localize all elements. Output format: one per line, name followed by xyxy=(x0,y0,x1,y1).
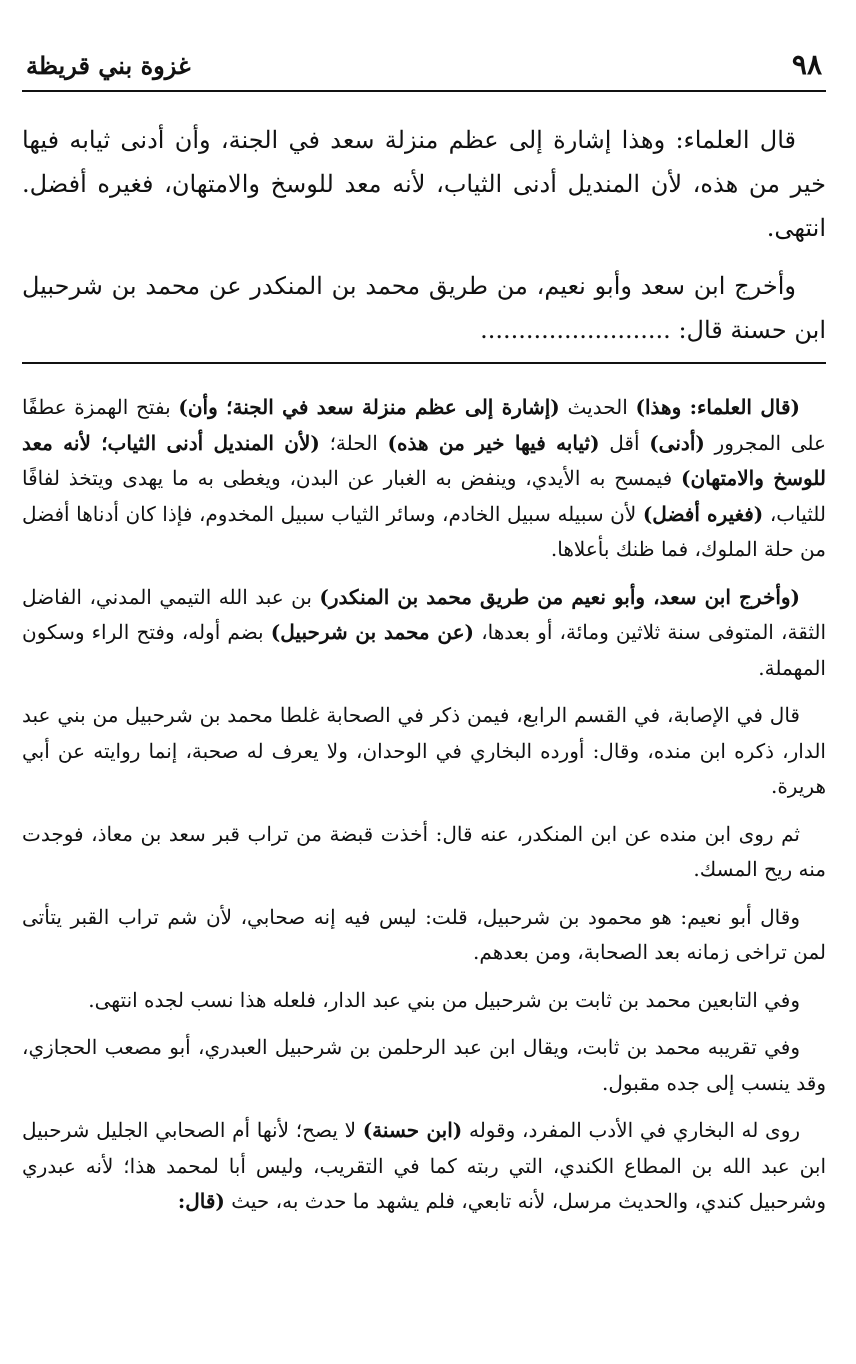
commentary-text: بفتح الهمزة عطفًا على المجرور xyxy=(22,395,826,455)
commentary-paragraph xyxy=(22,390,826,568)
commentary-text: الحلة؛ xyxy=(319,430,388,455)
commentary-text: الحديث xyxy=(559,395,636,419)
quoted-text: (وأخرج ابن سعد، وأبو نعيم من طريق محمد بن المنكدر) xyxy=(319,584,800,609)
ellipsis-dots: ......................... xyxy=(480,316,671,344)
commentary-text: بضم أوله، وفتح الراء وسكون المهملة. xyxy=(22,620,826,680)
running-title: غزوة بني قريظة xyxy=(26,51,191,80)
commentary-paragraph: وفي التابعين محمد بن ثابت بن شرحبيل من بني عبد الدار، فلعله هذا نسب لجده انتهى. xyxy=(88,987,800,1012)
page-number: ٩٨ xyxy=(791,48,822,81)
commentary-paragraph xyxy=(22,1113,826,1220)
quoted-text: (قال العلماء: وهذا) xyxy=(635,395,800,419)
commentary-text: روى له البخاري في الأدب المفرد، وقوله xyxy=(462,1118,801,1142)
commentary xyxy=(22,390,826,1232)
quoted-text: (ثيابه فيها خير من هذه) xyxy=(387,430,600,455)
commentary-paragraph: وقال أبو نعيم: هو محمود بن شرحبيل، قلت: ليس فيه إنه صحابي، لأن شم تراب القبر يتأتى لمن تراخى زمانه بعد الصحابة، ومن بعدهم. xyxy=(22,904,826,964)
main-paragraph xyxy=(22,264,826,352)
commentary-text: لا يصح؛ لأنها أم الصحابي الجليل شرحبيل ابن عبد الله بن المطاع الكندي، التي ربته كما في التقريب، وليس أبا لمحمد هذا؛ لأنه عبدري وشرحبيل كندي، والحديث مرسل، لأنه تابعي، فلم يشهد ما حدث به، حيث xyxy=(22,1118,826,1213)
commentary-paragraph: ثم روى ابن منده عن ابن المنكدر، عنه قال: أخذت قبضة من تراب قبر سعد بن معاذ، فوجدت منه ريح المسك. xyxy=(22,821,826,881)
quoted-text: (أدنى) xyxy=(649,430,705,455)
quoted-text: (فغيره أفضل) xyxy=(642,501,764,526)
commentary-text: لأن سبيله سبيل الخادم، وسائر الثياب سبيل المخدوم، فإذا كان أدناها أفضل من حلة الملوك، فما ظنك بأعلاها. xyxy=(22,501,826,561)
main-paragraph: قال العلماء: وهذا إشارة إلى عظم منزلة سعد في الجنة، وأن أدنى ثيابه فيها خير من هذه، لأن المنديل أدنى الثياب، لأنه معد للوسخ والامتهان، فغيره أفضل. انتهى. xyxy=(22,126,826,242)
commentary-text: فيمسح به الأيدي، وينفض به الغبار عن البدن، ويغطى به ما يهدى ويتخذ لفافًا للثياب، xyxy=(22,466,826,526)
main-paragraph-text: وأخرج ابن سعد وأبو نعيم، من طريق محمد بن المنكدر عن محمد بن شرحبيل ابن حسنة قال: xyxy=(22,272,826,344)
main-text xyxy=(22,118,826,366)
commentary-text: بن عبد الله التيمي المدني، الفاضل الثقة، المتوفى سنة ثلاثين ومائة، أو بعدها، xyxy=(22,584,826,644)
commentary-text: أقل xyxy=(599,430,650,455)
commentary-paragraph xyxy=(22,580,826,687)
quoted-text: (عن محمد بن شرحبيل) xyxy=(270,620,475,644)
commentary-paragraph: قال في الإصابة، في القسم الرابع، فيمن ذكر في الصحابة غلطا محمد بن شرحبيل من بني عبد الدار، ذكره ابن منده، وقال: أورده البخاري في الوحدان، ولا يعرف له صحبة، إنما روايته عن أبي هريرة. xyxy=(22,703,826,798)
separator-rule xyxy=(22,362,826,364)
page-header xyxy=(22,40,826,92)
quoted-text: (ابن حسنة) xyxy=(362,1118,463,1142)
commentary-paragraph: وفي تقريبه محمد بن ثابت، ويقال ابن عبد الرحلمن بن شرحبيل العبدري، أبو مصعب الحجازي، وقد ينسب إلى جده مقبول. xyxy=(22,1035,826,1095)
quoted-text: (قال: xyxy=(177,1189,225,1213)
quoted-text: (إشارة إلى عظم منزلة سعد في الجنة؛ وأن) xyxy=(178,395,560,419)
quoted-text: (لأن المنديل أدنى الثياب؛ لأنه معد للوسخ والامتهان) xyxy=(22,430,826,490)
